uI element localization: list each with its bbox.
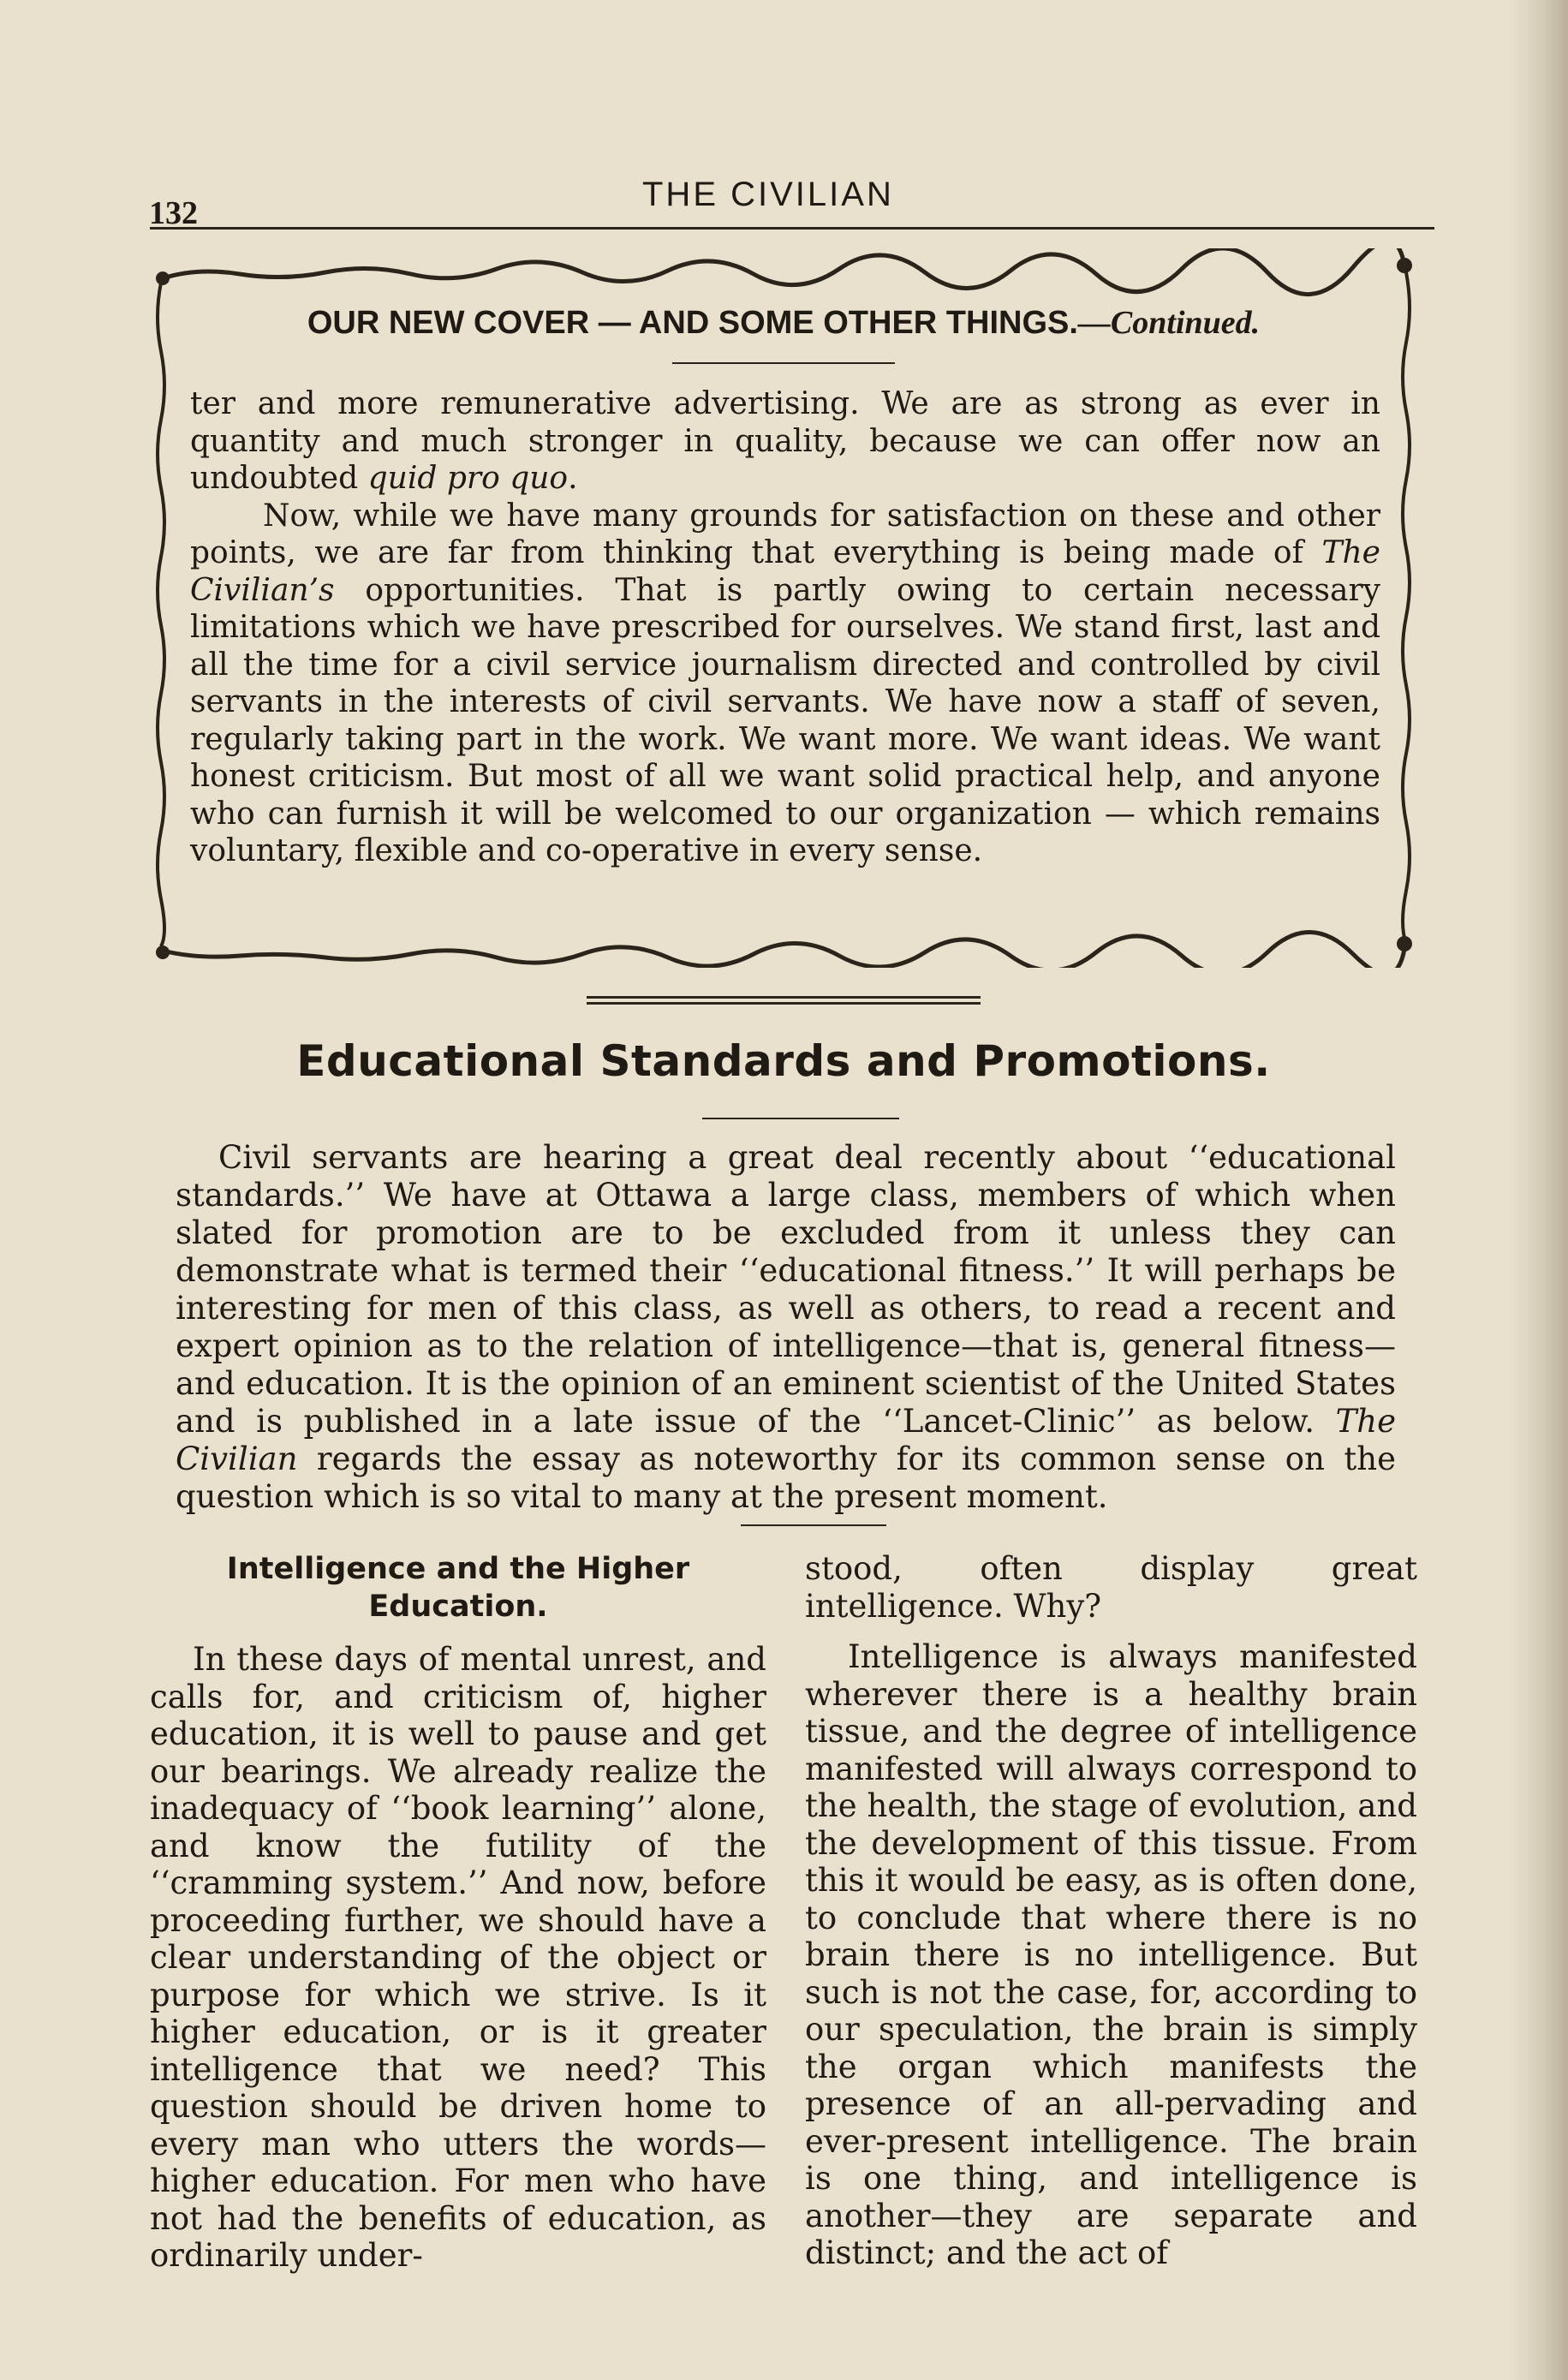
article-title-rule bbox=[702, 1118, 899, 1119]
article-intro: Civil servants are hearing a great deal recently about ‘‘educational standards.’’ We have at Ottawa a large class, members of which when slated for promotion are to be excluded from it unless they can demonstrate what is termed their ‘‘educational fitness.’’ It will perhaps be interesting for men of this class, as well as others, to read a recent and expert opinion as to the relation of intelligence—that is, general fitness—and education. It is the opinion of an eminent scientist of the United States and is published in a late issue of the ‘‘Lancet-Clinic’’ as below. The Civilian regards the essay as noteworthy for its common sense on the question which is so vital to many at the present moment. bbox=[176, 1139, 1396, 1515]
page-number: 132 bbox=[149, 195, 198, 231]
header-rule bbox=[150, 227, 1434, 230]
right-column-paragraph-2: Intelligence is always manifested wherever there is a healthy brain tissue, and the degree of intelligence manifested will always correspond to the health, the stage of evolution, and the development of this tissue. From this it would be easy, as is often done, to conclude that where there is no brain there is no intelligence. But such is not the case, for, according to our speculation, the brain is simply the organ which manifests the presence of an all-pervading and ever-present intelligence. The brain is one thing, and intelligence is another—they are separate and distinct; and the act of bbox=[805, 1638, 1417, 2271]
right-column bbox=[805, 1550, 1417, 2272]
section-divider-top bbox=[587, 996, 981, 999]
sub-heading: Intelligence and the Higher Education. bbox=[226, 1552, 690, 1624]
boxed-notice-title bbox=[146, 304, 1422, 342]
continued-label: —Continued. bbox=[1077, 305, 1261, 341]
left-column bbox=[150, 1550, 766, 2275]
article-title: Educational Standards and Promotions. bbox=[296, 1036, 1271, 1086]
left-column-text: In these days of mental unrest, and calls for, and criticism of, higher education, it is well to pause and get our bearings. We already realize the inadequacy of ‘‘book learning’’ alone, and know the futility of the ‘‘cramming system.’’ And now, before proceeding further, we should have a clear understanding of the object or purpose for which we strive. Is it higher education, or is it greater intelligence that we need? This question should be driven home to every man who utters the words—higher education. For men who have not had the benefits of education, as ordinarily under- bbox=[150, 1641, 766, 2274]
boxed-notice bbox=[146, 248, 1422, 968]
boxed-paragraph-2: Now, while we have many grounds for satisfaction on these and other points, we are far from thinking that everything is being made of The Civilian’s opportunities. That is partly owing to certain necessary limitations which we have prescribed for ourselves. We stand first, last and all the time for a civil service journalism directed and controlled by civil servants in the interests of civil servants. We have now a staff of seven, regularly taking part in the work. We want more. We want ideas. We want honest criticism. But most of all we want solid practical help, and anyone who can furnish it will be welcomed to our organization — which remains voluntary, flexible and co-operative in every sense. bbox=[190, 498, 1380, 868]
intro-rule bbox=[741, 1524, 886, 1526]
right-column-paragraph-1: stood, often display great intelligence. Why? bbox=[805, 1550, 1417, 1625]
boxed-title-text: OUR NEW COVER — AND SOME OTHER THINGS. bbox=[307, 305, 1078, 341]
running-title: THE CIVILIAN bbox=[642, 176, 894, 213]
page-header bbox=[146, 176, 1430, 231]
page-edge-shadow bbox=[1508, 0, 1568, 2380]
section-divider-bottom bbox=[587, 1002, 981, 1005]
boxed-paragraph-1: ter and more remunerative advertising. We are as strong as ever in quantity and much stronger in quality, because we can offer now an undoubted quid pro quo. bbox=[190, 386, 1380, 496]
boxed-notice-body bbox=[190, 385, 1380, 870]
boxed-title-rule bbox=[672, 362, 895, 364]
